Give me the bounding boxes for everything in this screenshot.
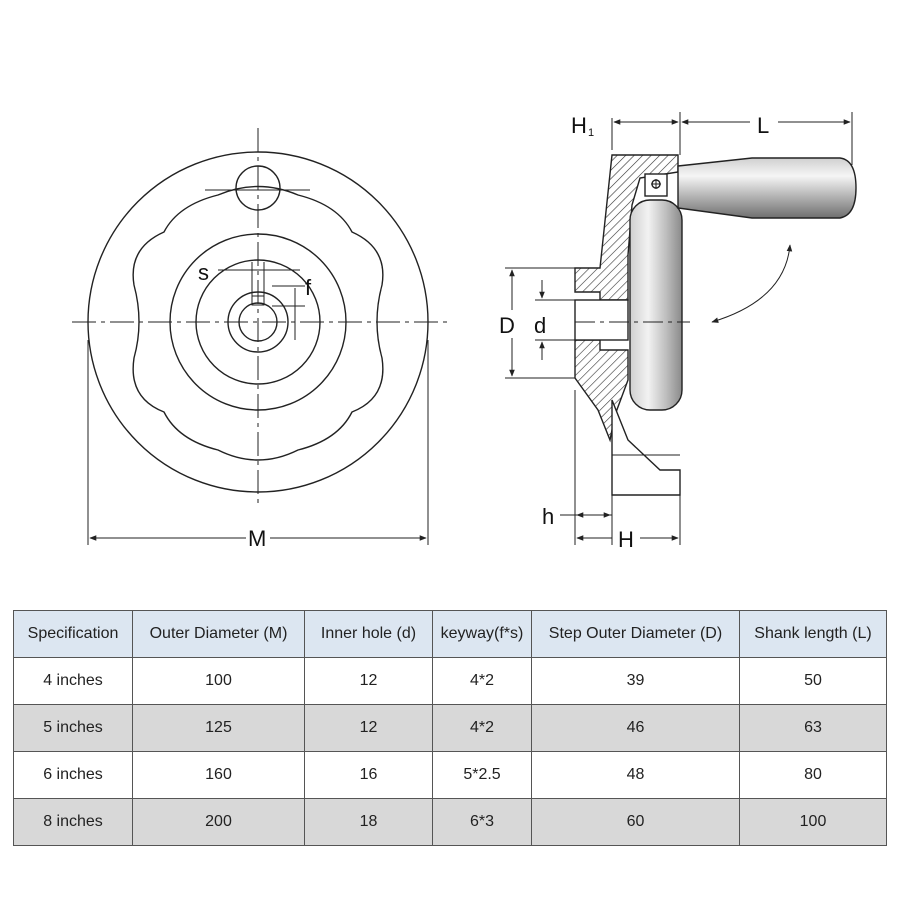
cell-shank-length: 100 xyxy=(740,799,887,846)
label-h: h xyxy=(542,504,555,529)
cell-outer-diameter: 200 xyxy=(133,799,305,846)
side-view xyxy=(575,155,856,545)
cell-outer-diameter: 125 xyxy=(133,705,305,752)
cell-outer-diameter: 160 xyxy=(133,752,305,799)
label-H1: H xyxy=(571,113,587,138)
cell-step-outer-diameter: 39 xyxy=(532,658,740,705)
label-D: D xyxy=(499,313,515,338)
label-d: d xyxy=(534,313,547,338)
cell-step-outer-diameter: 60 xyxy=(532,799,740,846)
cell-shank-length: 50 xyxy=(740,658,887,705)
cell-inner-hole: 18 xyxy=(305,799,433,846)
cell-step-outer-diameter: 48 xyxy=(532,752,740,799)
header-shank-length: Shank length (L) xyxy=(740,611,887,658)
horizontal-handle xyxy=(678,158,856,218)
header-outer-diameter: Outer Diameter (M) xyxy=(133,611,305,658)
table-row xyxy=(14,658,887,705)
cell-shank-length: 63 xyxy=(740,705,887,752)
cell-keyway: 4*2 xyxy=(433,658,532,705)
cell-keyway: 4*2 xyxy=(433,705,532,752)
header-keyway: keyway(f*s) xyxy=(433,611,532,658)
table-row xyxy=(14,752,887,799)
header-step-outer-diameter: Step Outer Diameter (D) xyxy=(532,611,740,658)
cell-outer-diameter: 100 xyxy=(133,658,305,705)
cell-inner-hole: 16 xyxy=(305,752,433,799)
front-view xyxy=(72,128,450,545)
cell-keyway: 6*3 xyxy=(433,799,532,846)
header-inner-hole: Inner hole (d) xyxy=(305,611,433,658)
vertical-grip xyxy=(630,200,682,410)
cell-inner-hole: 12 xyxy=(305,705,433,752)
cell-step-outer-diameter: 46 xyxy=(532,705,740,752)
cell-inner-hole: 12 xyxy=(305,658,433,705)
label-M: M xyxy=(248,526,267,551)
lower-rim xyxy=(612,400,680,495)
cell-keyway: 5*2.5 xyxy=(433,752,532,799)
cell-specification: 6 inches xyxy=(14,752,133,799)
cell-specification: 4 inches xyxy=(14,658,133,705)
cell-specification: 5 inches xyxy=(14,705,133,752)
label-s: s xyxy=(198,260,209,285)
cell-shank-length: 80 xyxy=(740,752,887,799)
table-header-row xyxy=(14,611,887,658)
specification-table xyxy=(13,610,887,846)
label-H: H xyxy=(618,527,634,552)
header-specification: Specification xyxy=(14,611,133,658)
table-row xyxy=(14,799,887,846)
label-H1-subscript: 1 xyxy=(588,127,595,139)
table-row xyxy=(14,705,887,752)
label-f: f xyxy=(305,275,312,300)
cell-specification: 8 inches xyxy=(14,799,133,846)
label-L: L xyxy=(757,113,770,138)
